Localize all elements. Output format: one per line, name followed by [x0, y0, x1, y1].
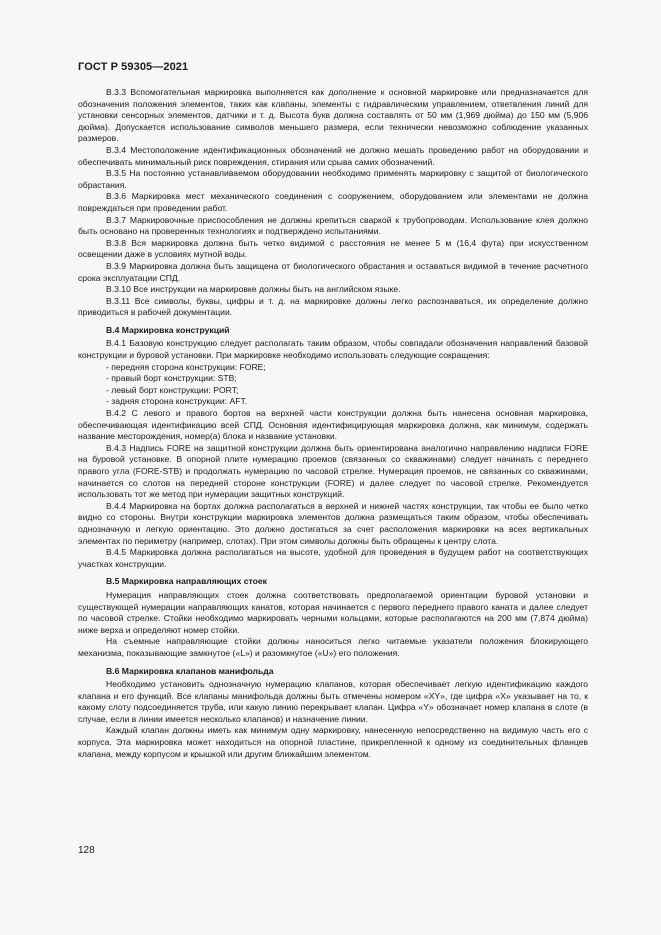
paragraph-b3-10: B.3.10 Все инструкции на маркировке должны быть на английском языке. [106, 284, 401, 295]
paragraph-b4-2: B.4.2 С левого и правого бортов на верхней части конструкции должна быть нанесена основная маркировка, обеспечивающая идентификацию всей СПД. Основная идентифицирующая маркировка должна, как минимум, содержать название месторождения, номер(а) блока и название установки. [78, 408, 588, 442]
document-header: ГОСТ Р 59305—2021 [78, 61, 189, 73]
section-b4-title: B.4 Маркировка конструкций [106, 324, 230, 335]
page-number: 128 [78, 845, 95, 856]
abbreviation-list [78, 362, 588, 408]
paragraph-b3-11: B.3.11 Все символы, буквы, цифры и т. д. на маркировке должны легко распознаваться, их определение должно приводиться в рабочей документации. [78, 295, 588, 318]
paragraph-b3-7: B.3.7 Маркировочные приспособления не должны крепиться сваркой к трубопроводам. Использование клея должно быть основано на проверенных технологиях и подтверждено испытаниями. [78, 214, 588, 237]
paragraph-b6-2: Каждый клапан должны иметь как минимум одну маркировку, нанесенную непосредственно на видимую часть его с корпуса. Эта маркировка может находиться на опорной пластине, прикрепленной к одному из соединительных фланцев клапана, между корпусом и крышкой или другим ближайшим элементом. [78, 725, 588, 759]
list-item: - левый борт конструкции: PORT; [106, 384, 239, 395]
section-b6-title: B.6 Маркировка клапанов манифольда [106, 665, 274, 676]
paragraph-b5-1: Нумерация направляющих стоек должна соответствовать предполагаемой ориентации буровой установки и существующей нумерации направляющих канатов, которая начинается с первого переднего правого каната и далее следует по часовой стрелке. Стойки необходимо маркировать черными кольцами, которые располагаются на 200 мм (7,874 дюйма) ниже верха и определяют номер стойки. [78, 589, 588, 635]
list-item: - задняя сторона конструкции: AFT. [106, 396, 248, 407]
paragraph-b4-5: B.4.5 Маркировка должна располагаться на высоте, удобной для проведения в будущем работ на соответствующих участках конструкции. [78, 547, 588, 569]
section-b5-title: B.5 Маркировка направляющих стоек [106, 576, 267, 587]
paragraph-b4-4: B.4.4 Маркировка на бортах должна располагаться в верхней и нижней частях конструкции, так чтобы ее было четко видно со стороны. Внутри конструкции маркировка элементов должна размещаться таким образом, чтобы обеспечивать однозначную и легкую ориентацию. Это должно достигаться за счет расположения маркировки на всех вертикальных элементах по периметру (например, слотах). При этом символы должны быть обращены к центру слота. [78, 500, 588, 546]
paragraph-b4-1: B.4.1 Базовую конструкцию следует располагать таким образом, чтобы совпадали обозначения направлений базовой конструкции и буровой установки. При маркировке необходимо использовать следующие сокращения: [78, 338, 588, 361]
paragraph-b3-4: B.3.4 Местоположение идентификационных обозначений не должно мешать проведению работ на оборудовании и обеспечивать минимальный риск повреждения, стирания или срыва самих обозначений. [78, 144, 588, 167]
paragraph-b5-2: На съемные направляющие стойки должны наноситься легко читаемые указатели положения блокирующего механизма, показывающие замкнутое («L») и разомкнутое («U») его положения. [78, 636, 588, 658]
paragraph-b3-8: B.3.8 Вся маркировка должна быть четко видимой с расстояния не менее 5 м (16,4 фута) при искусственном освещении даже в условиях мутной воды. [78, 237, 588, 260]
paragraph-b3-9: B.3.9 Маркировка должна быть защищена от биологического обрастания и оставаться видимой в течение расчетного срока эксплуатации СПД. [78, 260, 588, 283]
paragraph-b3-3: B.3.3 Вспомогательная маркировка выполняется как дополнение к основной маркировке или предназначается для обозначения положения элементов, таких как клапаны, элементы с гидравлическим управлением, ответвления линий для установки сенсорных элементов, датчики и т. д. Высота букв должна составлять от 50 мм (1,969 дюйма) до 150 мм (5,906 дюйма). Допускается использование символов меньшего размера, если технически невозможно соблюдение указанных размеров. [78, 87, 588, 144]
list-item: - правый борт конструкции: STB; [106, 373, 237, 384]
paragraph-b3-6: B.3.6 Маркировка мест механического соединения с сооружением, оборудованием или элементами не должна повреждаться при проведении работ. [78, 191, 588, 213]
paragraph-b3-5: B.3.5 На постоянно устанавливаемом оборудовании необходимо применять маркировку с защитой от биологического обрастания. [78, 168, 588, 190]
paragraph-b6-1: Необходимо установить однозначную нумерацию клапанов, которая обеспечивает легкую идентификацию каждого клапана и его функций. Все клапаны манифольда должны быть отмечены номером «XY», где цифра «X» указывает на то, к какому слоту подсоединяется труба, или какую линию перекрывает клапан. Цифра «Y» обозначает номер клапана в слоте (в случае, если в линии имеется несколько клапанов) и назначение линии. [78, 679, 588, 724]
document-body [78, 87, 588, 760]
list-item: - передняя сторона конструкции: FORE; [106, 361, 266, 372]
paragraph-b4-3: B.4.3 Надпись FORE на защитной конструкции должна быть ориентирована аналогично направлению надписи FORE на буровой установке. В опорной плите нумерацию проемов (связанных со скважинами) следует начинать с переднего правого угла (FORE-STB) и продолжать нумерацию по часовой стрелке. Нумерация проемов, не связанных со скважинами, начинается со слотов на передней стороне конструкции (FORE) и далее следует по часовой стрелке. Рекомендуется использовать тот же метод при нумерации защитных конструкций. [78, 442, 588, 500]
